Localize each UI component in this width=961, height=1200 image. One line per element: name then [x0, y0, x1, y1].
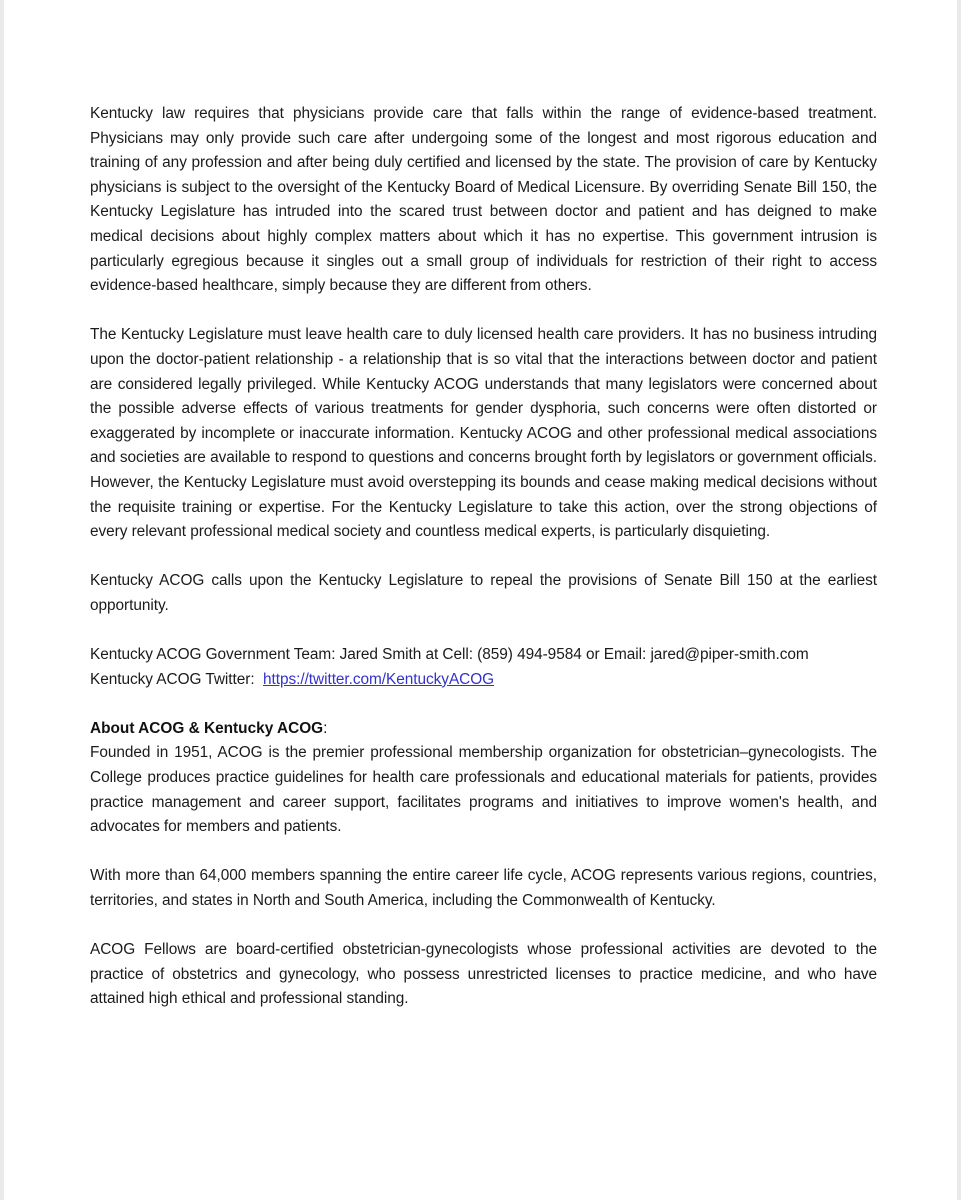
contact-twitter-line [90, 668, 877, 693]
paragraph-spacer [90, 840, 877, 865]
about-acog-heading [90, 717, 877, 742]
about-acog-heading-colon: : [323, 719, 328, 737]
about-acog-heading-text: About ACOG & Kentucky ACOG [90, 719, 324, 737]
paragraph-spacer [90, 545, 877, 570]
paragraph-spacer [90, 914, 877, 939]
twitter-link[interactable]: https://twitter.com/KentuckyACOG [263, 670, 495, 688]
paragraph-spacer [90, 692, 877, 717]
paragraph-kentucky-law: Kentucky law requires that physicians provide care that falls within the range of evidence-based treatment. Physicians may only provide such care after undergoing some of the longest and most rigorous education and training of any profession and after being duly certified and licensed by the state. The provision of care by Kentucky physicians is subject to the oversight of the Kentucky Board of Medical Licensure. By overriding Senate Bill 150, the Kentucky Legislature has intruded into the scared trust between doctor and patient and has deigned to make medical decisions about highly complex matters about which it has no expertise. This government intrusion is particularly egregious because it singles out a small group of individuals for restriction of their right to access evidence-based healthcare, simply because they are different from others. [90, 105, 877, 295]
paragraph-members: With more than 64,000 members spanning the entire career life cycle, ACOG represents various regions, countries, territories, and states in North and South America, including the Commonwealth of Kentucky. [90, 867, 877, 909]
document-body [90, 102, 877, 1012]
twitter-label: Kentucky ACOG Twitter: [90, 670, 255, 688]
paragraph-repeal-call: Kentucky ACOG calls upon the Kentucky Legislature to repeal the provisions of Senate Bill 150 at the earliest opportunity. [90, 572, 877, 614]
paragraph-fellows: ACOG Fellows are board-certified obstetrician-gynecologists whose professional activities are devoted to the practice of obstetrics and gynecology, who possess unrestricted licenses to practice medicine, and who have attained high ethical and professional standing. [90, 941, 877, 1008]
paragraph-spacer [90, 618, 877, 643]
contact-government-team: Kentucky ACOG Government Team: Jared Smith at Cell: (859) 494-9584 or Email: jared@piper-smith.com [90, 646, 809, 664]
paragraph-spacer [90, 299, 877, 324]
paragraph-about-acog: Founded in 1951, ACOG is the premier professional membership organization for obstetrician–gynecologists. The College produces practice guidelines for health care professionals and educational materials for patients, provides practice management and career support, facilitates programs and initiatives to improve women's health, and advocates for members and patients. [90, 744, 877, 836]
paragraph-legislature-health-care: The Kentucky Legislature must leave health care to duly licensed health care providers. It has no business intruding upon the doctor-patient relationship - a relationship that is so vital that the interactions between doctor and patient are considered legally privileged. While Kentucky ACOG understands that many legislators were concerned about the possible adverse effects of various treatments for gender dysphoria, such concerns were often distorted or exaggerated by incomplete or inaccurate information. Kentucky ACOG and other professional medical associations and societies are available to respond to questions and concerns brought forth by legislators or government officials. However, the Kentucky Legislature must avoid overstepping its bounds and cease making medical decisions without the requisite training or expertise. For the Kentucky Legislature to take this action, over the strong objections of every relevant professional medical society and countless medical experts, is particularly disquieting. [90, 326, 877, 541]
